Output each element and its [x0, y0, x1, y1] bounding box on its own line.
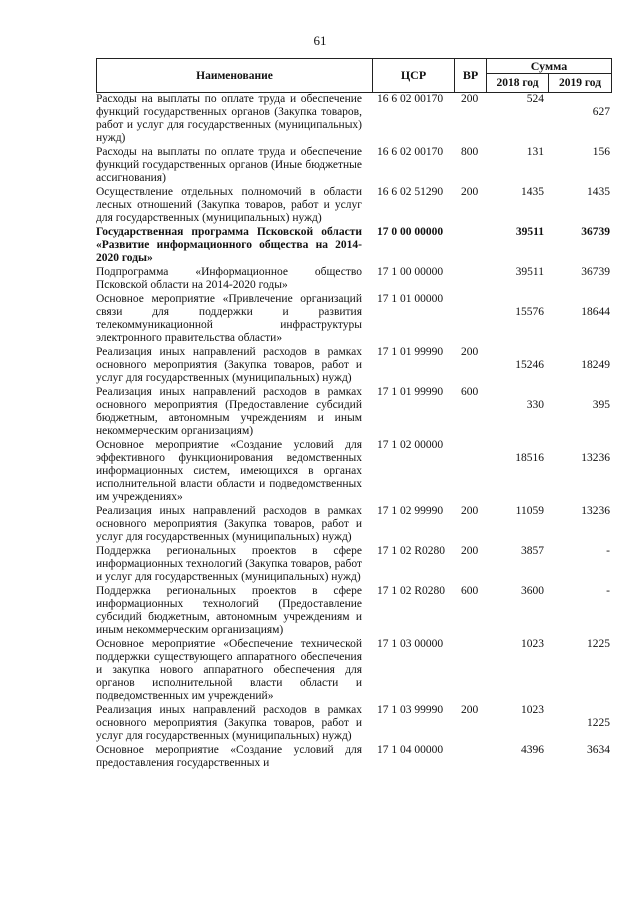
row-vr: 200 — [461, 346, 479, 358]
row-name: Реализация иных направлений расходов в рамках основного мероприятия (Закупка товаров, работ и услуг для государственных (муниципальных) нужд) — [96, 505, 362, 543]
row-sum-2019: 1225 — [587, 717, 610, 729]
row-sum-2018: 131 — [526, 146, 544, 158]
table-row — [96, 505, 616, 544]
row-vr: 200 — [461, 704, 479, 716]
row-vr: 200 — [461, 545, 479, 557]
row-csr: 16 6 02 51290 — [377, 186, 444, 198]
row-csr: 17 1 01 99990 — [377, 346, 444, 358]
row-csr: 16 6 02 00170 — [377, 93, 444, 105]
row-sum-2019: 3634 — [587, 744, 610, 756]
row-name: Реализация иных направлений расходов в рамках основного мероприятия (Закупка товаров, работ и услуг для государственных (муниципальных) нужд) — [96, 704, 362, 742]
row-sum-2018: 39511 — [515, 266, 544, 278]
row-csr: 17 1 03 99990 — [377, 704, 444, 716]
row-name: Реализация иных направлений расходов в рамках основного мероприятия (Предоставление субсидий бюджетным, автономным учреждениям и иным некоммерческим организациям) — [96, 386, 362, 437]
row-sum-2019: 395 — [592, 399, 610, 411]
row-name: Основное мероприятие «Привлечение организаций связи для поддержки и развития телекоммуникационной инфраструктуры электронного правительства области» — [96, 293, 362, 344]
row-sum-2019: 1225 — [587, 638, 610, 650]
row-sum-2018: 330 — [526, 399, 544, 411]
row-csr: 16 6 02 00170 — [377, 146, 444, 158]
row-name: Осуществление отдельных полномочий в области лесных отношений (Закупка товаров, работ и услуг для государственных (муниципальных) нужд) — [96, 186, 362, 224]
row-sum-2019: 18644 — [581, 306, 610, 318]
header-name: Наименование — [97, 59, 373, 92]
row-csr: 17 1 02 99990 — [377, 505, 444, 517]
row-sum-2018: 18516 — [515, 452, 544, 464]
row-csr: 17 1 00 00000 — [377, 266, 444, 278]
table-row — [96, 146, 616, 185]
row-name: Поддержка региональных проектов в сфере информационных технологий (Предоставление субсидий бюджетным, автономным учреждениям и иным некоммерческим организациям) — [96, 585, 362, 636]
row-vr: 200 — [461, 186, 479, 198]
header-year-2018: 2018 год — [487, 74, 549, 92]
row-sum-2019: 36739 — [581, 226, 610, 238]
row-name: Подпрограмма «Информационное общество Псковской области на 2014-2020 годы» — [96, 266, 362, 291]
row-sum-2018: 15246 — [515, 359, 544, 371]
row-vr: 200 — [461, 505, 479, 517]
table-row — [96, 186, 616, 225]
row-sum-2018: 1023 — [521, 704, 544, 716]
row-name: Основное мероприятие «Создание условий для предоставления государственных и — [96, 744, 362, 769]
table-row — [96, 266, 616, 292]
row-csr: 17 1 01 99990 — [377, 386, 444, 398]
table-row — [96, 439, 616, 504]
row-sum-2018: 15576 — [515, 306, 544, 318]
row-csr: 17 1 04 00000 — [377, 744, 444, 756]
row-csr: 17 0 00 00000 — [377, 226, 444, 238]
table-body — [96, 93, 616, 771]
table-row — [96, 93, 616, 145]
table-row — [96, 346, 616, 385]
row-vr: 800 — [461, 146, 479, 158]
row-sum-2019: 36739 — [581, 266, 610, 278]
row-csr: 17 1 02 R0280 — [377, 545, 446, 557]
table-row — [96, 545, 616, 584]
header-sum: Сумма — [487, 59, 611, 74]
row-sum-2019: 627 — [592, 106, 610, 118]
page-number: 61 — [313, 33, 327, 48]
row-sum-2019: 13236 — [581, 505, 610, 517]
table-row — [96, 293, 616, 345]
row-vr: 200 — [461, 93, 479, 105]
row-sum-2018: 3600 — [521, 585, 544, 597]
row-csr: 17 1 02 00000 — [377, 439, 444, 451]
header-csr: ЦСР — [373, 59, 455, 92]
row-name: Государственная программа Псковской области «Развитие информационного общества на 2014-2020 годы» — [96, 226, 362, 264]
row-sum-2018: 39511 — [515, 226, 544, 238]
header-vr: ВР — [455, 59, 487, 92]
row-name: Расходы на выплаты по оплате труда и обеспечение функций государственных органов (Закупка товаров, работ и услуг для государственных (муниципальных) нужд) — [96, 93, 362, 144]
row-sum-2018: 4396 — [521, 744, 544, 756]
row-sum-2018: 1023 — [521, 638, 544, 650]
row-name: Основное мероприятие «Обеспечение технической поддержки существующего аппаратного обеспечения и закупка нового аппаратного обеспечения для органов исполнительной власти области и подведомственных им учреждений» — [96, 638, 362, 702]
table-header — [96, 58, 612, 93]
row-csr: 17 1 02 R0280 — [377, 585, 446, 597]
row-sum-2018: 11059 — [515, 505, 544, 517]
row-sum-2019: - — [606, 585, 610, 597]
table-row — [96, 638, 616, 703]
row-csr: 17 1 03 00000 — [377, 638, 444, 650]
header-year-2019: 2019 год — [558, 77, 602, 89]
table-row — [96, 386, 616, 438]
table-row — [96, 744, 616, 770]
row-vr: 600 — [461, 386, 479, 398]
table-row — [96, 704, 616, 743]
row-sum-2019: - — [606, 545, 610, 557]
row-sum-2019: 18249 — [581, 359, 610, 371]
row-sum-2019: 1435 — [587, 186, 610, 198]
table-row — [96, 226, 616, 265]
table-row — [96, 585, 616, 637]
row-name: Реализация иных направлений расходов в рамках основного мероприятия (Закупка товаров, работ и услуг для государственных (муниципальных) нужд) — [96, 346, 362, 384]
row-csr: 17 1 01 00000 — [377, 293, 444, 305]
row-name: Поддержка региональных проектов в сфере информационных технологий (Закупка товаров, работ и услуг для государственных (муниципальных) нужд) — [96, 545, 362, 583]
row-sum-2019: 156 — [592, 146, 610, 158]
row-vr: 600 — [461, 585, 479, 597]
row-sum-2018: 1435 — [521, 186, 544, 198]
row-sum-2018: 524 — [526, 93, 544, 105]
row-sum-2019: 13236 — [581, 452, 610, 464]
row-sum-2018: 3857 — [521, 545, 544, 557]
row-name: Расходы на выплаты по оплате труда и обеспечение функций государственных органов (Иные бюджетные ассигнования) — [96, 146, 362, 184]
row-name: Основное мероприятие «Создание условий для эффективного функционирования ведомственных информационных систем, имеющихся в органах исполнительной власти области и подведомственных им учреждениях» — [96, 439, 362, 503]
